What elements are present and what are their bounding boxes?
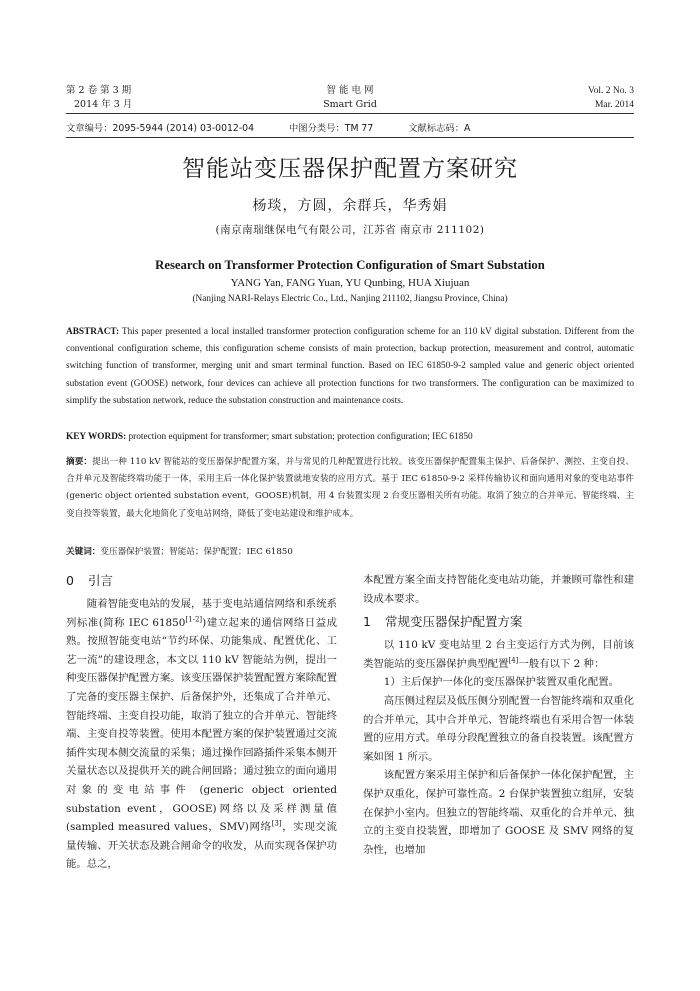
meta-rule [66, 137, 634, 138]
abstract-en [66, 324, 634, 410]
section-1-heading [363, 612, 634, 632]
section-1-text-a: 以 110 kV 变电站里 2 台主变运行方式为例，目前该类智能站的变压器保护典型配置 [363, 639, 634, 670]
authors-en: YANG Yan, FANG Yuan, YU Qunbing, HUA Xiujuan [230, 277, 470, 289]
keywords-en-label: KEY WORDS: [66, 432, 127, 442]
header-journal-cn: 智 能 电 网 [326, 85, 374, 96]
citation-1-2: [1-2] [185, 615, 203, 624]
clc-number: 中图分类号：TM 77 [288, 123, 374, 134]
affiliation-cn: (南京南瑞继保电气有限公司，江苏省 南京市 211102) [215, 224, 485, 236]
section-1-text-b: 一般有以下 2 种： [518, 657, 605, 670]
header-volume-en [484, 84, 634, 112]
header-month: Mar. 2014 [594, 100, 634, 110]
authors-cn: 杨琰，方圆，余群兵，华秀娟 [252, 198, 448, 214]
intro-paragraph [66, 595, 337, 874]
section-0-heading [66, 571, 337, 591]
document-code: 文献标志码：A [408, 123, 471, 134]
header-vol-no: Vol. 2 No. 3 [587, 86, 634, 96]
section-1-paragraph-3: 高压侧过程层及低压侧分别配置一台智能终端和双重化的合并单元，其中合并单元、智能终端也有采用合智一体装置的应用方式。单母分段配置独立的备自投装置。该配置方案如图 1 所示。 [363, 694, 634, 763]
section-0-number: 0 [66, 573, 74, 588]
citation-3: [3] [271, 819, 282, 828]
intro-text-a: 随着智能变电站的发展，基于变电站通信网络和系统系列标准(简称 IEC 61850 [66, 598, 337, 629]
section-1-title: 常规变压器保护配置方案 [384, 614, 523, 630]
keywords-en-text: protection equipment for transformer; smart substation; protection configuration; IEC 61850 [126, 432, 473, 442]
body-right-column [363, 571, 634, 859]
intro-text-b: )建立起来的通信网络日益成熟。按照智能变电站“节约环保、功能集成、配置优化、工艺一流”的建设理念，本文以 110 kV 智能站为例，提出一种变压器保护配置方案。该变压器保护装置配置方案除配置了完备的变压器主保护、后备保护外，还集成了合并单元、智能终端、主变自投功能，取消了独立的合并单元、智能终端、主变自投等装置。使用本配置方案的保护装置通过交流插件实现本侧交流量的采集；通过操作回路插件采集本侧开关量状态以及提供开关的跳合闸回路；通过独立的面向通用对象的变电站事件 (generic object oriented substation event，GOOSE)网络以及采样测量值(sampled measured values，SMV)网络 [66, 616, 337, 834]
header-journal [250, 84, 450, 112]
section-1-paragraph-4: 该配置方案采用主保护和后备保护一体化保护配置，主保护双重化，保护可靠性高。2 台保护装置独立组屏，安装在保护小室内。但独立的智能终端、双重化的合并单元、独立的主变自投装置，即增加了 GOOSE 及 SMV 网络的复杂性，也增加 [363, 769, 634, 856]
title-cn: 智能站变压器保护配置方案研究 [182, 156, 518, 182]
affiliation-en: (Nanjing NARI-Relays Electric Co., Ltd., Nanjing 211102, Jiangsu Province, China) [192, 294, 508, 304]
citation-4: [4] [508, 656, 519, 665]
header-volume [66, 84, 132, 112]
abstract-cn-text: 提出一种 110 kV 智能站的变压器保护配置方案，并与常见的几种配置进行比较。该变压器保护配置集主保护、后备保护、测控、主变自投、合并单元及智能终端功能于一体，采用主后一体化保护装置就地安装的应用方式。基于 IEC 61850-9-2 采样传输协议和面向通用对象的变电站事件(generic object oriented substation event，GOOSE)机制，用 4 台装置实现 2 台变压器相关所有功能。取消了独立的合并单元、智能终端、主变自投等装置，最大化地简化了变电站网络，降低了变电站建设和维护成本。 [66, 457, 634, 519]
abstract-cn [66, 454, 634, 523]
article-number: 文章编号：2095-5944 (2014) 03-0012-04 [66, 123, 255, 134]
header-rule [66, 113, 634, 114]
keywords-cn-label: 关键词： [66, 547, 101, 557]
body-left-column [66, 571, 337, 874]
section-1-item-1: 1）主后保护一体化的变压器保护装置双重化配置。 [383, 676, 619, 689]
title-en: Research on Transformer Protection Configuration of Smart Substation [155, 258, 545, 272]
header-date: 2014 年 3 月 [74, 99, 133, 110]
abstract-en-text: This paper presented a local installed transformer protection configuration scheme for an 110 kV digital substation. Different from the conventional configuration scheme, this configuration scheme consists of main protection, backup protection, measurement and control, automatic switching function of transformer, merging unit and smart terminal function. Based on IEC 61850-9-2 sampled value and generic object oriented substation event (GOOSE) network, four devices can achieve all protection functions for two transformers. The configuration can be maximized to simplify the substation network, reduce the substation construction and maintenance costs. [66, 327, 634, 406]
keywords-cn-text: 变压器保护装置；智能站；保护配置；IEC 61850 [100, 547, 293, 557]
keywords-cn [66, 545, 293, 557]
section-1-number: 1 [363, 614, 371, 630]
section-0-title: 引言 [87, 573, 113, 588]
abstract-en-label: ABSTRACT: [66, 327, 120, 337]
article-meta [66, 120, 502, 134]
header-volume-issue: 第 2 卷 第 3 期 [66, 85, 132, 96]
keywords-en [66, 432, 473, 442]
intro-text-c: ，实现交流量传输、开关状态及跳合闸命令的收发，从而实现各保护功能。总之， [66, 821, 338, 871]
abstract-cn-label: 摘要： [66, 457, 93, 467]
intro-continuation: 本配置方案全面支持智能化变电站功能，并兼顾可靠性和建设成本要求。 [363, 574, 634, 605]
header-journal-en: Smart Grid [323, 99, 377, 110]
section-1-paragraph-1 [363, 636, 634, 673]
